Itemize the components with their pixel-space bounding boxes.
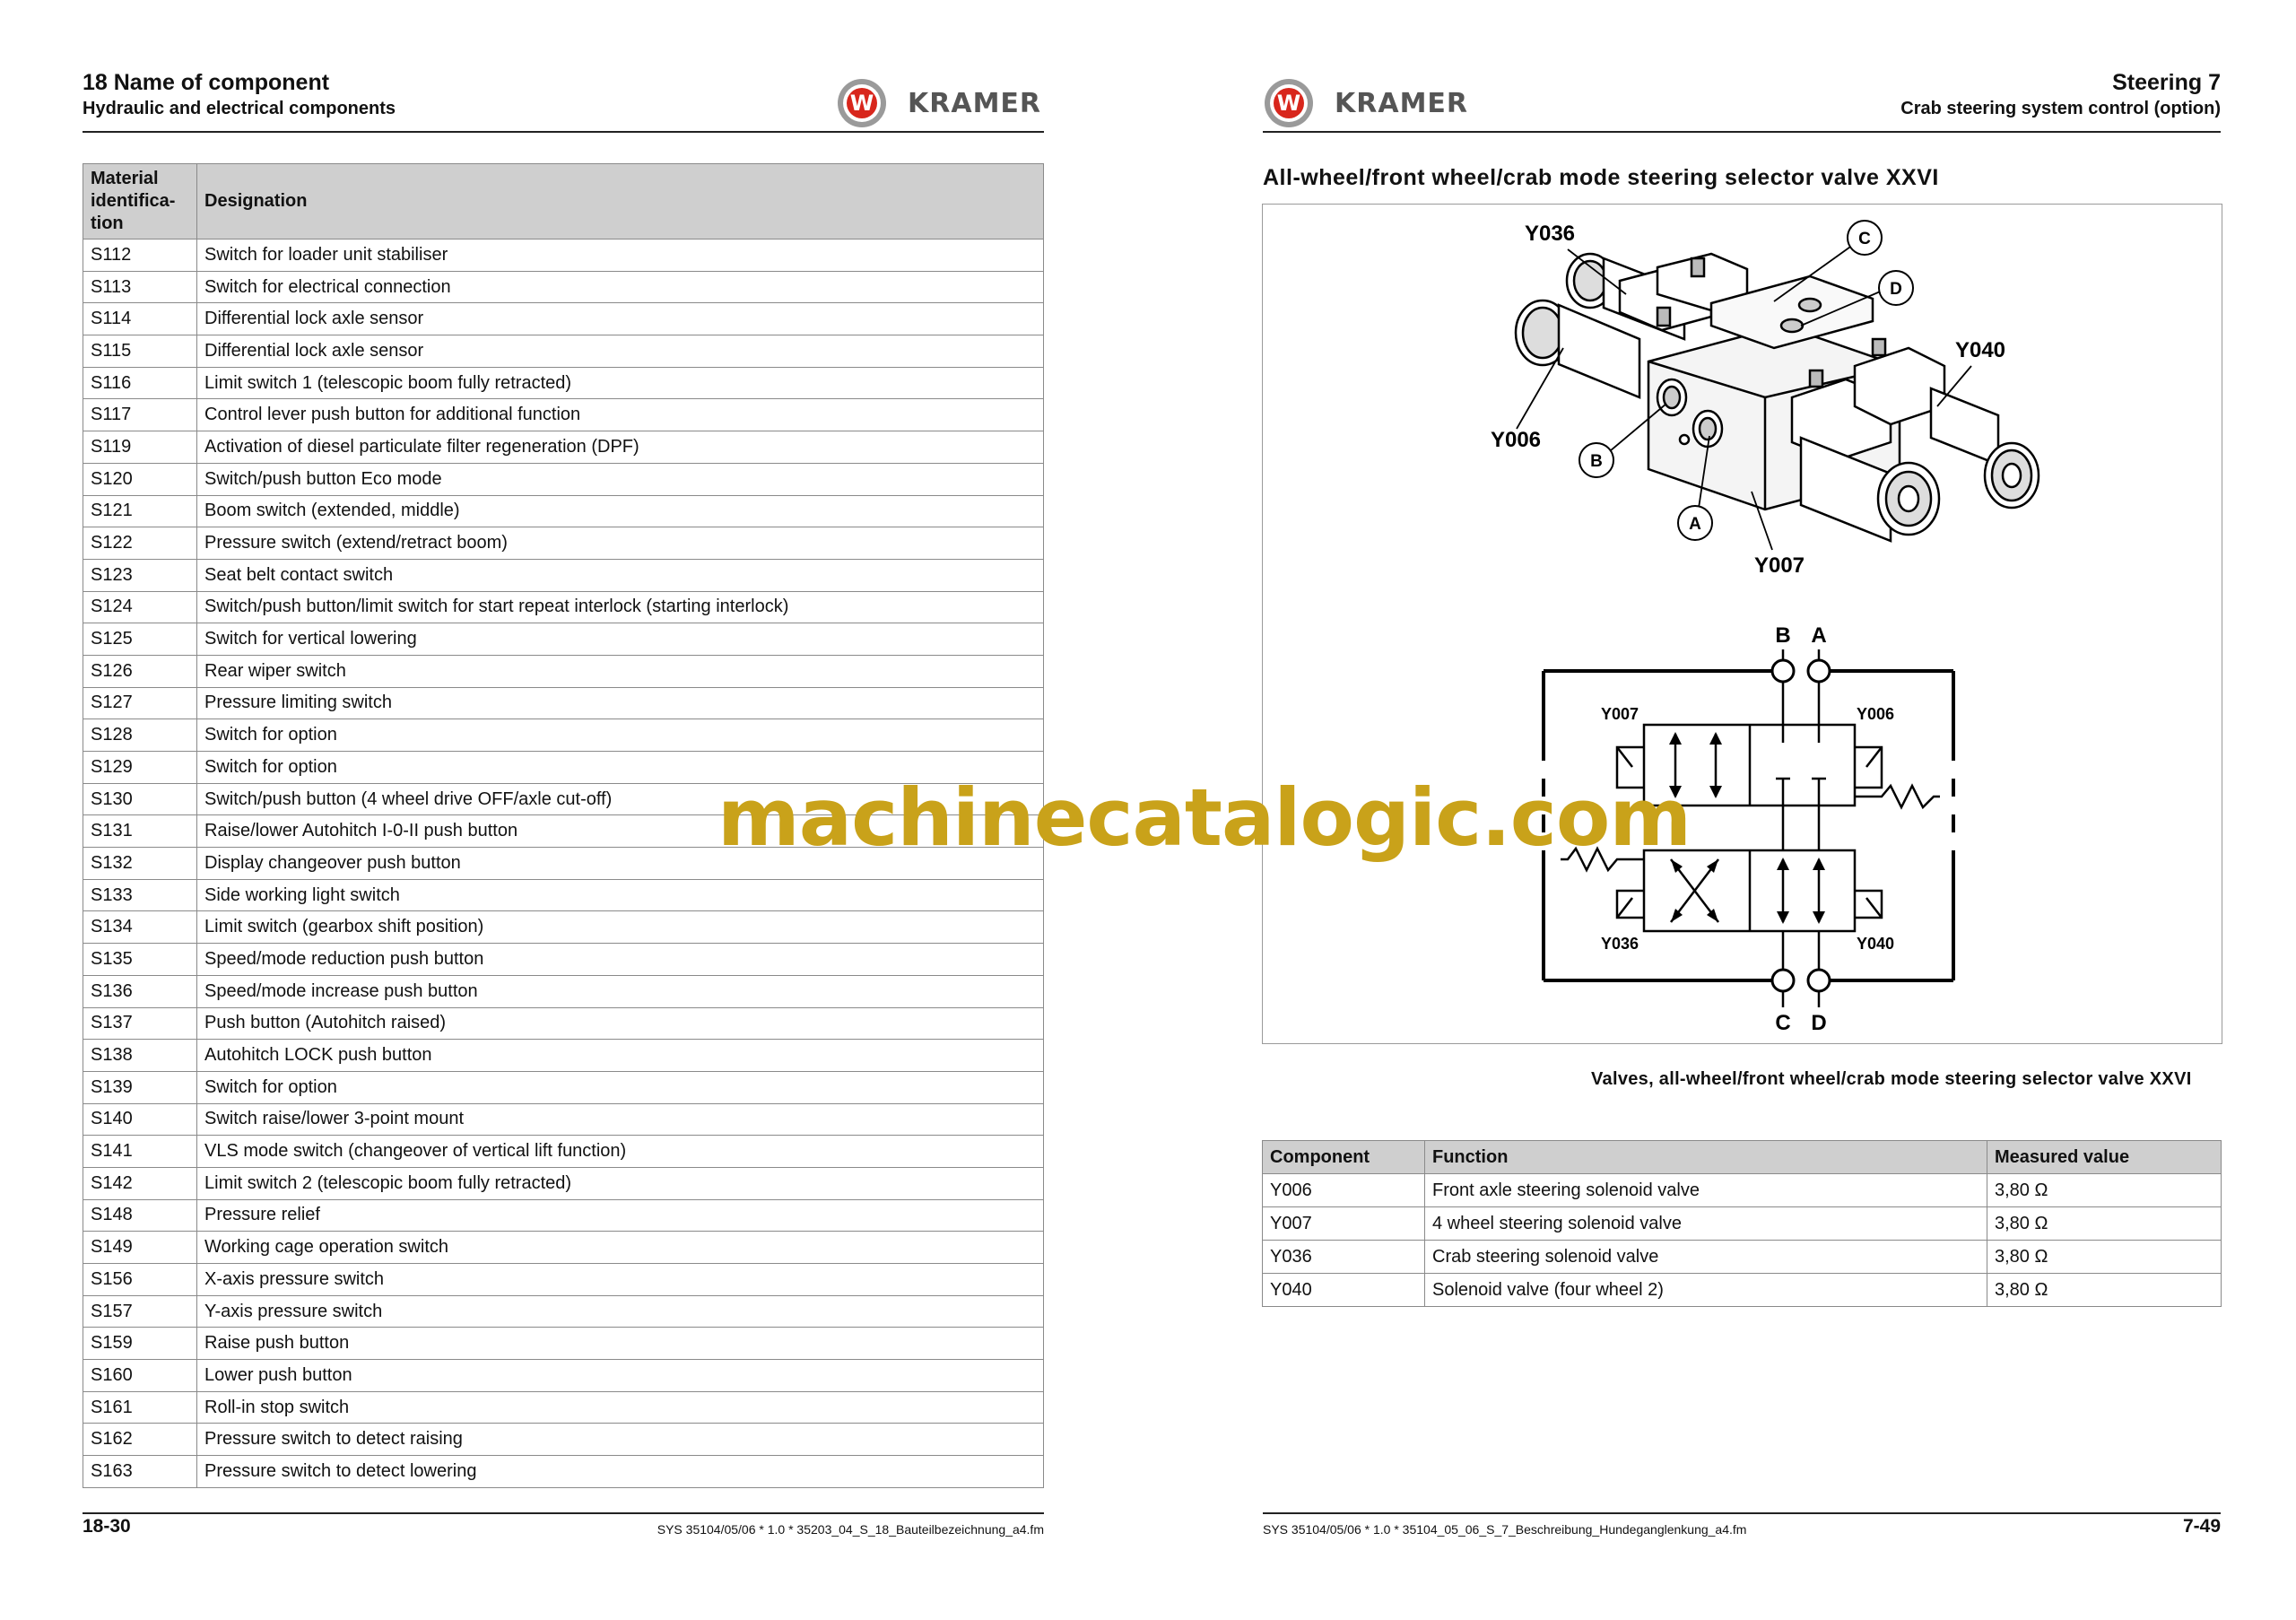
schematic-label-y006: Y006 xyxy=(1856,705,1895,723)
table-header-row xyxy=(83,164,1044,240)
designation-cell: Switch for option xyxy=(197,719,1044,752)
table-row xyxy=(83,623,1044,656)
material-id-cell: S135 xyxy=(83,944,197,976)
table-row xyxy=(83,495,1044,527)
table-row xyxy=(1263,1274,2222,1307)
table-row xyxy=(83,1391,1044,1424)
page-number: 7-49 xyxy=(2182,1516,2221,1537)
component-cell: Y036 xyxy=(1263,1241,1425,1274)
table-row xyxy=(83,911,1044,944)
material-id-cell: S115 xyxy=(83,335,197,368)
label-y007: Y007 xyxy=(1753,553,1805,578)
material-id-cell: S161 xyxy=(83,1391,197,1424)
material-id-cell: S160 xyxy=(83,1360,197,1392)
designation-cell: Switch for vertical lowering xyxy=(197,623,1044,656)
designation-cell: Limit switch 2 (telescopic boom fully retracted) xyxy=(197,1167,1044,1199)
designation-cell: Display changeover push button xyxy=(197,848,1044,880)
table-row xyxy=(83,1360,1044,1392)
material-id-cell: S133 xyxy=(83,879,197,911)
measured-value-cell: 3,80 Ω xyxy=(1987,1207,2222,1241)
designation-cell: Switch/push button (4 wheel drive OFF/axle cut-off) xyxy=(197,783,1044,815)
col-header-id: Material identifica-tion xyxy=(83,164,197,240)
table-row xyxy=(83,1295,1044,1328)
designation-cell: Switch for option xyxy=(197,752,1044,784)
table-row xyxy=(83,1328,1044,1360)
material-id-cell: S156 xyxy=(83,1264,197,1296)
header-rule xyxy=(83,131,1044,133)
material-id-cell: S138 xyxy=(83,1040,197,1072)
material-id-cell: S116 xyxy=(83,367,197,399)
figure-caption: Valves, all-wheel/front wheel/crab mode steering selector valve XXVI xyxy=(1591,1069,2192,1089)
designation-cell: Pressure limiting switch xyxy=(197,687,1044,719)
kramer-badge-icon: W xyxy=(838,79,886,127)
designation-cell: Activation of diesel particulate filter regeneration (DPF) xyxy=(197,431,1044,464)
designation-cell: Pressure relief xyxy=(197,1199,1044,1232)
col-header-measured-value: Measured value xyxy=(1987,1141,2222,1174)
designation-cell: Side working light switch xyxy=(197,879,1044,911)
component-table-body xyxy=(1263,1174,2222,1307)
material-id-cell: S159 xyxy=(83,1328,197,1360)
material-id-cell: S134 xyxy=(83,911,197,944)
callout-b: B xyxy=(1590,452,1603,471)
material-id-cell: S119 xyxy=(83,431,197,464)
material-id-cell: S148 xyxy=(83,1199,197,1232)
designation-cell: Speed/mode reduction push button xyxy=(197,944,1044,976)
material-id-cell: S136 xyxy=(83,975,197,1007)
col-header-designation: Designation xyxy=(197,164,1044,240)
material-id-cell: S141 xyxy=(83,1136,197,1168)
measured-value-cell: 3,80 Ω xyxy=(1987,1274,2222,1307)
material-id-cell: S140 xyxy=(83,1103,197,1136)
callout-a: A xyxy=(1689,515,1701,534)
table-row xyxy=(83,335,1044,368)
kramer-badge-icon: W xyxy=(1265,79,1313,127)
label-y036: Y036 xyxy=(1524,222,1576,246)
page-number: 18-30 xyxy=(83,1516,131,1537)
designation-cell: Pressure switch to detect lowering xyxy=(197,1456,1044,1488)
table-row xyxy=(83,687,1044,719)
schematic-label-d: D xyxy=(1811,1011,1827,1035)
material-id-cell: S121 xyxy=(83,495,197,527)
function-cell: Solenoid valve (four wheel 2) xyxy=(1425,1274,1987,1307)
header-rule xyxy=(1263,131,2221,133)
material-id-cell: S125 xyxy=(83,623,197,656)
table-row xyxy=(83,271,1044,303)
material-id-cell: S130 xyxy=(83,783,197,815)
designation-cell: Pressure switch to detect raising xyxy=(197,1424,1044,1456)
material-id-cell: S117 xyxy=(83,399,197,431)
valve-body-drawing xyxy=(1516,254,2039,541)
table-row xyxy=(83,1199,1044,1232)
designation-cell: VLS mode switch (changeover of vertical lift function) xyxy=(197,1136,1044,1168)
watermark: machinecatalogic.com xyxy=(718,771,1692,864)
designation-cell: Seat belt contact switch xyxy=(197,559,1044,591)
table-row xyxy=(83,399,1044,431)
section-title: All-wheel/front wheel/crab mode steering selector valve XXVI xyxy=(1263,165,1939,190)
table-row xyxy=(83,944,1044,976)
material-id-cell: S131 xyxy=(83,815,197,848)
function-cell: Front axle steering solenoid valve xyxy=(1425,1174,1987,1207)
table-row xyxy=(1263,1241,2222,1274)
table-row xyxy=(83,879,1044,911)
schematic-label-b: B xyxy=(1775,623,1791,648)
designation-cell: Switch for option xyxy=(197,1071,1044,1103)
material-id-cell: S157 xyxy=(83,1295,197,1328)
table-row xyxy=(83,1424,1044,1456)
material-id-cell: S149 xyxy=(83,1232,197,1264)
designation-cell: Autohitch LOCK push button xyxy=(197,1040,1044,1072)
schematic-label-y040: Y040 xyxy=(1856,935,1895,953)
designation-cell: Control lever push button for additional function xyxy=(197,399,1044,431)
designation-cell: Switch for electrical connection xyxy=(197,271,1044,303)
designation-cell: Boom switch (extended, middle) xyxy=(197,495,1044,527)
material-id-cell: S139 xyxy=(83,1071,197,1103)
designation-cell: Raise push button xyxy=(197,1328,1044,1360)
footer-rule xyxy=(83,1512,1044,1514)
kramer-logo xyxy=(1265,79,1468,127)
table-row xyxy=(83,1232,1044,1264)
doc-reference: SYS 35104/05/06 * 1.0 * 35104_05_06_S_7_Beschreibung_Hundeganglenkung_a4.fm xyxy=(1263,1522,1747,1537)
chapter-subtitle: Crab steering system control (option) xyxy=(1900,99,2221,118)
material-id-cell: S123 xyxy=(83,559,197,591)
table-row xyxy=(83,1071,1044,1103)
material-id-cell: S114 xyxy=(83,303,197,335)
col-header-component: Component xyxy=(1263,1141,1425,1174)
material-id-cell: S112 xyxy=(83,240,197,272)
component-cell: Y006 xyxy=(1263,1174,1425,1207)
logo-text: KRAMER xyxy=(1335,87,1469,119)
table-row xyxy=(83,527,1044,560)
material-id-cell: S163 xyxy=(83,1456,197,1488)
designation-cell: Rear wiper switch xyxy=(197,655,1044,687)
designation-cell: Limit switch 1 (telescopic boom fully retracted) xyxy=(197,367,1044,399)
material-id-cell: S129 xyxy=(83,752,197,784)
table-header-row xyxy=(1263,1141,2222,1174)
designation-cell: Pressure switch (extend/retract boom) xyxy=(197,527,1044,560)
table-row xyxy=(83,591,1044,623)
designation-cell: Switch for loader unit stabiliser xyxy=(197,240,1044,272)
designation-cell: Switch/push button Eco mode xyxy=(197,463,1044,495)
material-id-cell: S122 xyxy=(83,527,197,560)
table-row xyxy=(83,1007,1044,1040)
material-id-cell: S124 xyxy=(83,591,197,623)
designation-cell: Switch raise/lower 3-point mount xyxy=(197,1103,1044,1136)
table-row xyxy=(1263,1207,2222,1241)
callout-c: C xyxy=(1858,230,1871,248)
col-header-function: Function xyxy=(1425,1141,1987,1174)
table-row xyxy=(1263,1174,2222,1207)
designation-cell: Working cage operation switch xyxy=(197,1232,1044,1264)
table-row xyxy=(83,1264,1044,1296)
table-row xyxy=(83,431,1044,464)
chapter-title: 18 Name of component xyxy=(83,70,330,95)
material-id-cell: S132 xyxy=(83,848,197,880)
material-id-cell: S142 xyxy=(83,1167,197,1199)
material-id-cell: S127 xyxy=(83,687,197,719)
table-row xyxy=(83,240,1044,272)
table-row xyxy=(83,303,1044,335)
chapter-subtitle: Hydraulic and electrical components xyxy=(83,99,396,118)
table-row xyxy=(83,367,1044,399)
schematic-label-a: A xyxy=(1811,623,1827,648)
label-y006: Y006 xyxy=(1490,428,1542,452)
logo-text: KRAMER xyxy=(908,87,1042,119)
designation-cell: Differential lock axle sensor xyxy=(197,335,1044,368)
schematic-label-y036: Y036 xyxy=(1600,935,1639,953)
function-cell: Crab steering solenoid valve xyxy=(1425,1241,1987,1274)
table-row xyxy=(83,1456,1044,1488)
designation-cell: Speed/mode increase push button xyxy=(197,975,1044,1007)
chapter-title: Steering 7 xyxy=(2112,70,2221,95)
table-row xyxy=(83,1040,1044,1072)
measured-value-cell: 3,80 Ω xyxy=(1987,1174,2222,1207)
function-cell: 4 wheel steering solenoid valve xyxy=(1425,1207,1987,1241)
designation-cell: Y-axis pressure switch xyxy=(197,1295,1044,1328)
component-cell: Y007 xyxy=(1263,1207,1425,1241)
designation-cell: X-axis pressure switch xyxy=(197,1264,1044,1296)
table-row xyxy=(83,1136,1044,1168)
label-y040: Y040 xyxy=(1954,338,2006,362)
designation-cell: Raise/lower Autohitch I-0-II push button xyxy=(197,815,1044,848)
valve-figure xyxy=(1262,204,2222,1044)
component-table xyxy=(1262,1140,2222,1307)
designation-cell: Limit switch (gearbox shift position) xyxy=(197,911,1044,944)
table-row xyxy=(83,719,1044,752)
footer-rule xyxy=(1263,1512,2221,1514)
schematic-label-c: C xyxy=(1775,1011,1791,1035)
table-row xyxy=(83,463,1044,495)
valve-illustration xyxy=(1263,205,2222,1043)
component-cell: Y040 xyxy=(1263,1274,1425,1307)
designation-cell: Switch/push button/limit switch for start repeat interlock (starting interlock) xyxy=(197,591,1044,623)
material-id-cell: S113 xyxy=(83,271,197,303)
measured-value-cell: 3,80 Ω xyxy=(1987,1241,2222,1274)
callout-d: D xyxy=(1890,280,1902,299)
table-row xyxy=(83,1167,1044,1199)
designation-cell: Differential lock axle sensor xyxy=(197,303,1044,335)
designation-cell: Push button (Autohitch raised) xyxy=(197,1007,1044,1040)
doc-reference: SYS 35104/05/06 * 1.0 * 35203_04_S_18_Bauteilbezeichnung_a4.fm xyxy=(657,1522,1044,1537)
designation-cell: Roll-in stop switch xyxy=(197,1391,1044,1424)
material-id-cell: S120 xyxy=(83,463,197,495)
kramer-logo xyxy=(838,79,1041,127)
table-row xyxy=(83,975,1044,1007)
material-id-cell: S128 xyxy=(83,719,197,752)
material-id-cell: S162 xyxy=(83,1424,197,1456)
table-row xyxy=(83,1103,1044,1136)
table-row xyxy=(83,559,1044,591)
material-id-cell: S137 xyxy=(83,1007,197,1040)
schematic-label-y007: Y007 xyxy=(1600,705,1639,723)
table-row xyxy=(83,655,1044,687)
designation-cell: Lower push button xyxy=(197,1360,1044,1392)
material-id-cell: S126 xyxy=(83,655,197,687)
